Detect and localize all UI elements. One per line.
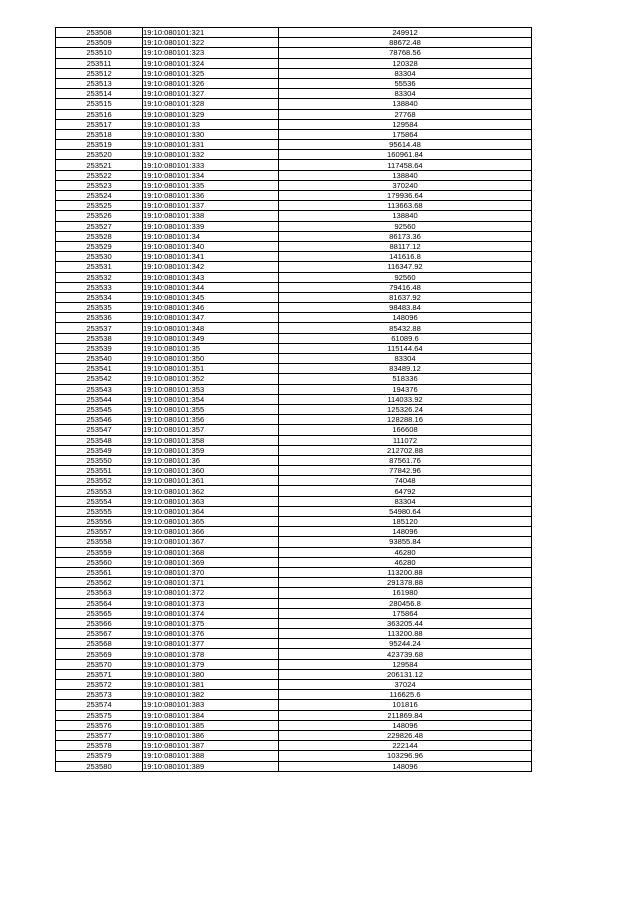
cadastral-number-cell: 19:10:080101:375 [143,618,279,628]
row-number-cell: 253567 [56,629,143,639]
value-cell: 85432.88 [279,323,532,333]
row-number-cell: 253509 [56,38,143,48]
value-cell: 148096 [279,527,532,537]
cadastral-number-cell: 19:10:080101:336 [143,191,279,201]
table-row [56,119,532,129]
row-number-cell: 253565 [56,608,143,618]
table-row [56,618,532,628]
row-number-cell: 253518 [56,129,143,139]
row-number-cell: 253526 [56,211,143,221]
row-number-cell: 253569 [56,649,143,659]
cadastral-number-cell: 19:10:080101:346 [143,303,279,313]
table-row [56,547,532,557]
value-cell: 211869.84 [279,710,532,720]
value-cell: 114033.92 [279,394,532,404]
table-row [56,578,532,588]
value-cell: 129584 [279,119,532,129]
value-cell: 111072 [279,435,532,445]
table-row [56,140,532,150]
table-row [56,252,532,262]
value-cell: 92560 [279,221,532,231]
cadastral-number-cell: 19:10:080101:379 [143,659,279,669]
table-row [56,496,532,506]
value-cell: 95614.48 [279,140,532,150]
table-row [56,761,532,771]
table-row [56,28,532,38]
row-number-cell: 253527 [56,221,143,231]
cadastral-number-cell: 19:10:080101:364 [143,506,279,516]
value-cell: 46280 [279,557,532,567]
table-row [56,720,532,730]
cadastral-number-cell: 19:10:080101:388 [143,751,279,761]
table-row [56,710,532,720]
row-number-cell: 253570 [56,659,143,669]
table-row [56,364,532,374]
table-row [56,313,532,323]
row-number-cell: 253543 [56,384,143,394]
table-body [56,28,532,772]
cadastral-number-cell: 19:10:080101:383 [143,700,279,710]
row-number-cell: 253557 [56,527,143,537]
row-number-cell: 253536 [56,313,143,323]
value-cell: 138840 [279,170,532,180]
value-cell: 83489.12 [279,364,532,374]
row-number-cell: 253571 [56,669,143,679]
row-number-cell: 253556 [56,517,143,527]
row-number-cell: 253564 [56,598,143,608]
table-row [56,292,532,302]
cadastral-number-cell: 19:10:080101:366 [143,527,279,537]
table-row [56,557,532,567]
row-number-cell: 253548 [56,435,143,445]
row-number-cell: 253552 [56,476,143,486]
row-number-cell: 253580 [56,761,143,771]
row-number-cell: 253541 [56,364,143,374]
value-cell: 115144.64 [279,343,532,353]
cadastral-number-cell: 19:10:080101:362 [143,486,279,496]
row-number-cell: 253575 [56,710,143,720]
value-cell: 81637.92 [279,292,532,302]
value-cell: 138840 [279,211,532,221]
cadastral-number-cell: 19:10:080101:330 [143,129,279,139]
row-number-cell: 253566 [56,618,143,628]
cadastral-number-cell: 19:10:080101:343 [143,272,279,282]
value-cell: 128288.16 [279,415,532,425]
row-number-cell: 253514 [56,89,143,99]
table-row [56,425,532,435]
table-row [56,170,532,180]
cadastral-number-cell: 19:10:080101:341 [143,252,279,262]
table-row [56,639,532,649]
cadastral-number-cell: 19:10:080101:360 [143,466,279,476]
cadastral-number-cell: 19:10:080101:323 [143,48,279,58]
value-cell: 113200.88 [279,567,532,577]
cadastral-number-cell: 19:10:080101:322 [143,38,279,48]
cadastral-number-cell: 19:10:080101:327 [143,89,279,99]
table-row [56,404,532,414]
cadastral-number-cell: 19:10:080101:358 [143,435,279,445]
row-number-cell: 253512 [56,68,143,78]
cadastral-number-cell: 19:10:080101:359 [143,445,279,455]
cadastral-number-cell: 19:10:080101:373 [143,598,279,608]
value-cell: 101816 [279,700,532,710]
cadastral-number-cell: 19:10:080101:35 [143,343,279,353]
cadastral-number-cell: 19:10:080101:361 [143,476,279,486]
row-number-cell: 253544 [56,394,143,404]
cadastral-number-cell: 19:10:080101:339 [143,221,279,231]
value-cell: 138840 [279,99,532,109]
row-number-cell: 253533 [56,282,143,292]
row-number-cell: 253540 [56,354,143,364]
value-cell: 88672.48 [279,38,532,48]
table-row [56,649,532,659]
value-cell: 249912 [279,28,532,38]
table-row [56,343,532,353]
value-cell: 83304 [279,496,532,506]
row-number-cell: 253550 [56,455,143,465]
value-cell: 77842.96 [279,466,532,476]
row-number-cell: 253561 [56,567,143,577]
table-row [56,384,532,394]
table-row [56,659,532,669]
value-cell: 116625.6 [279,690,532,700]
row-number-cell: 253545 [56,404,143,414]
cadastral-number-cell: 19:10:080101:321 [143,28,279,38]
value-cell: 27768 [279,109,532,119]
value-cell: 113200.88 [279,629,532,639]
row-number-cell: 253521 [56,160,143,170]
cadastral-number-cell: 19:10:080101:367 [143,537,279,547]
value-cell: 103296.96 [279,751,532,761]
table-row [56,211,532,221]
row-number-cell: 253529 [56,241,143,251]
row-number-cell: 253535 [56,303,143,313]
cadastral-number-cell: 19:10:080101:33 [143,119,279,129]
value-cell: 161980 [279,588,532,598]
table-row [56,751,532,761]
cadastral-number-cell: 19:10:080101:369 [143,557,279,567]
table-row [56,241,532,251]
row-number-cell: 253549 [56,445,143,455]
cadastral-number-cell: 19:10:080101:354 [143,394,279,404]
value-cell: 92560 [279,272,532,282]
row-number-cell: 253515 [56,99,143,109]
cadastral-number-cell: 19:10:080101:387 [143,741,279,751]
value-cell: 55536 [279,78,532,88]
row-number-cell: 253562 [56,578,143,588]
table-row [56,435,532,445]
cadastral-number-cell: 19:10:080101:334 [143,170,279,180]
value-cell: 160961.84 [279,150,532,160]
row-number-cell: 253510 [56,48,143,58]
cadastral-number-cell: 19:10:080101:337 [143,201,279,211]
cadastral-number-cell: 19:10:080101:338 [143,211,279,221]
value-cell: 423739.68 [279,649,532,659]
table-row [56,486,532,496]
row-number-cell: 253534 [56,292,143,302]
value-cell: 54980.64 [279,506,532,516]
table-row [56,354,532,364]
value-cell: 83304 [279,354,532,364]
table-row [56,221,532,231]
value-cell: 64792 [279,486,532,496]
table-row [56,333,532,343]
cadastral-number-cell: 19:10:080101:384 [143,710,279,720]
row-number-cell: 253538 [56,333,143,343]
cadastral-number-cell: 19:10:080101:356 [143,415,279,425]
cadastral-number-cell: 19:10:080101:349 [143,333,279,343]
value-cell: 86173.36 [279,231,532,241]
row-number-cell: 253516 [56,109,143,119]
cadastral-number-cell: 19:10:080101:352 [143,374,279,384]
cadastral-number-cell: 19:10:080101:345 [143,292,279,302]
cadastral-number-cell: 19:10:080101:36 [143,455,279,465]
table-row [56,415,532,425]
cadastral-number-cell: 19:10:080101:331 [143,140,279,150]
table-row [56,588,532,598]
value-cell: 518336 [279,374,532,384]
table-row [56,68,532,78]
table-row [56,680,532,690]
cadastral-number-cell: 19:10:080101:329 [143,109,279,119]
cadastral-number-cell: 19:10:080101:325 [143,68,279,78]
value-cell: 141616.8 [279,252,532,262]
cadastral-number-cell: 19:10:080101:324 [143,58,279,68]
table-row [56,150,532,160]
value-cell: 83304 [279,68,532,78]
row-number-cell: 253568 [56,639,143,649]
table-row [56,48,532,58]
cadastral-number-cell: 19:10:080101:351 [143,364,279,374]
table-row [56,506,532,516]
row-number-cell: 253539 [56,343,143,353]
table-row [56,394,532,404]
cadastral-number-cell: 19:10:080101:350 [143,354,279,364]
value-cell: 61089.6 [279,333,532,343]
value-cell: 74048 [279,476,532,486]
row-number-cell: 253553 [56,486,143,496]
table-row [56,78,532,88]
table-row [56,262,532,272]
value-cell: 206131.12 [279,669,532,679]
table-row [56,527,532,537]
row-number-cell: 253508 [56,28,143,38]
value-cell: 212702.88 [279,445,532,455]
cadastral-number-cell: 19:10:080101:365 [143,517,279,527]
cadastral-number-cell: 19:10:080101:371 [143,578,279,588]
row-number-cell: 253577 [56,730,143,740]
table-row [56,537,532,547]
table-row [56,567,532,577]
value-cell: 88117.12 [279,241,532,251]
cadastral-number-cell: 19:10:080101:333 [143,160,279,170]
table-row [56,517,532,527]
table-row [56,303,532,313]
cadastral-number-cell: 19:10:080101:376 [143,629,279,639]
value-cell: 83304 [279,89,532,99]
row-number-cell: 253522 [56,170,143,180]
cadastral-number-cell: 19:10:080101:328 [143,99,279,109]
value-cell: 116347.92 [279,262,532,272]
table-row [56,598,532,608]
row-number-cell: 253528 [56,231,143,241]
cadastral-number-cell: 19:10:080101:332 [143,150,279,160]
value-cell: 46280 [279,547,532,557]
cadastral-number-cell: 19:10:080101:344 [143,282,279,292]
value-cell: 280456.8 [279,598,532,608]
cadastral-number-cell: 19:10:080101:385 [143,720,279,730]
row-number-cell: 253563 [56,588,143,598]
table-row [56,374,532,384]
value-cell: 37024 [279,680,532,690]
value-cell: 148096 [279,720,532,730]
value-cell: 222144 [279,741,532,751]
cadastral-number-cell: 19:10:080101:335 [143,180,279,190]
row-number-cell: 253578 [56,741,143,751]
table-row [56,201,532,211]
row-number-cell: 253559 [56,547,143,557]
table-row [56,282,532,292]
row-number-cell: 253531 [56,262,143,272]
cadastral-number-cell: 19:10:080101:389 [143,761,279,771]
row-number-cell: 253519 [56,140,143,150]
value-cell: 95244.24 [279,639,532,649]
row-number-cell: 253513 [56,78,143,88]
row-number-cell: 253520 [56,150,143,160]
table-row [56,608,532,618]
value-cell: 194376 [279,384,532,394]
cadastral-number-cell: 19:10:080101:326 [143,78,279,88]
row-number-cell: 253558 [56,537,143,547]
value-cell: 363205.44 [279,618,532,628]
cadastral-number-cell: 19:10:080101:353 [143,384,279,394]
value-cell: 78768.56 [279,48,532,58]
cadastral-number-cell: 19:10:080101:355 [143,404,279,414]
cadastral-number-cell: 19:10:080101:380 [143,669,279,679]
table-row [56,476,532,486]
value-cell: 93855.84 [279,537,532,547]
cadastral-number-cell: 19:10:080101:340 [143,241,279,251]
row-number-cell: 253530 [56,252,143,262]
row-number-cell: 253537 [56,323,143,333]
table-row [56,129,532,139]
cadastral-number-cell: 19:10:080101:363 [143,496,279,506]
cadastral-number-cell: 19:10:080101:386 [143,730,279,740]
value-cell: 229826.48 [279,730,532,740]
row-number-cell: 253576 [56,720,143,730]
row-number-cell: 253523 [56,180,143,190]
table-row [56,38,532,48]
value-cell: 291378.88 [279,578,532,588]
cadastral-number-cell: 19:10:080101:357 [143,425,279,435]
value-cell: 79416.48 [279,282,532,292]
table-row [56,741,532,751]
value-cell: 175864 [279,129,532,139]
value-cell: 175864 [279,608,532,618]
row-number-cell: 253546 [56,415,143,425]
value-cell: 120328 [279,58,532,68]
row-number-cell: 253579 [56,751,143,761]
table-row [56,191,532,201]
value-cell: 129584 [279,659,532,669]
value-cell: 125326.24 [279,404,532,414]
value-cell: 113663.68 [279,201,532,211]
row-number-cell: 253511 [56,58,143,68]
table-row [56,466,532,476]
cadastral-number-cell: 19:10:080101:382 [143,690,279,700]
table-row [56,730,532,740]
row-number-cell: 253547 [56,425,143,435]
table-row [56,58,532,68]
row-number-cell: 253572 [56,680,143,690]
table-row [56,160,532,170]
value-cell: 185120 [279,517,532,527]
row-number-cell: 253560 [56,557,143,567]
row-number-cell: 253573 [56,690,143,700]
cadastral-number-cell: 19:10:080101:381 [143,680,279,690]
row-number-cell: 253532 [56,272,143,282]
table-row [56,455,532,465]
table-row [56,89,532,99]
cadastral-number-cell: 19:10:080101:368 [143,547,279,557]
cadastral-number-cell: 19:10:080101:377 [143,639,279,649]
table-row [56,272,532,282]
table-row [56,231,532,241]
cadastral-number-cell: 19:10:080101:370 [143,567,279,577]
value-cell: 87561.76 [279,455,532,465]
table-row [56,109,532,119]
row-number-cell: 253517 [56,119,143,129]
row-number-cell: 253555 [56,506,143,516]
row-number-cell: 253542 [56,374,143,384]
table-row [56,700,532,710]
cadastral-number-cell: 19:10:080101:348 [143,323,279,333]
value-cell: 179936.64 [279,191,532,201]
row-number-cell: 253554 [56,496,143,506]
data-table [55,27,532,772]
cadastral-number-cell: 19:10:080101:378 [143,649,279,659]
table-row [56,99,532,109]
cadastral-number-cell: 19:10:080101:342 [143,262,279,272]
value-cell: 148096 [279,761,532,771]
value-cell: 370240 [279,180,532,190]
cadastral-number-cell: 19:10:080101:372 [143,588,279,598]
row-number-cell: 253574 [56,700,143,710]
value-cell: 117458.64 [279,160,532,170]
value-cell: 98483.84 [279,303,532,313]
table-row [56,629,532,639]
table-row [56,690,532,700]
row-number-cell: 253525 [56,201,143,211]
table-row [56,180,532,190]
row-number-cell: 253524 [56,191,143,201]
table-row [56,669,532,679]
value-cell: 166608 [279,425,532,435]
cadastral-number-cell: 19:10:080101:374 [143,608,279,618]
table-row [56,323,532,333]
table-row [56,445,532,455]
row-number-cell: 253551 [56,466,143,476]
value-cell: 148096 [279,313,532,323]
cadastral-number-cell: 19:10:080101:347 [143,313,279,323]
cadastral-number-cell: 19:10:080101:34 [143,231,279,241]
